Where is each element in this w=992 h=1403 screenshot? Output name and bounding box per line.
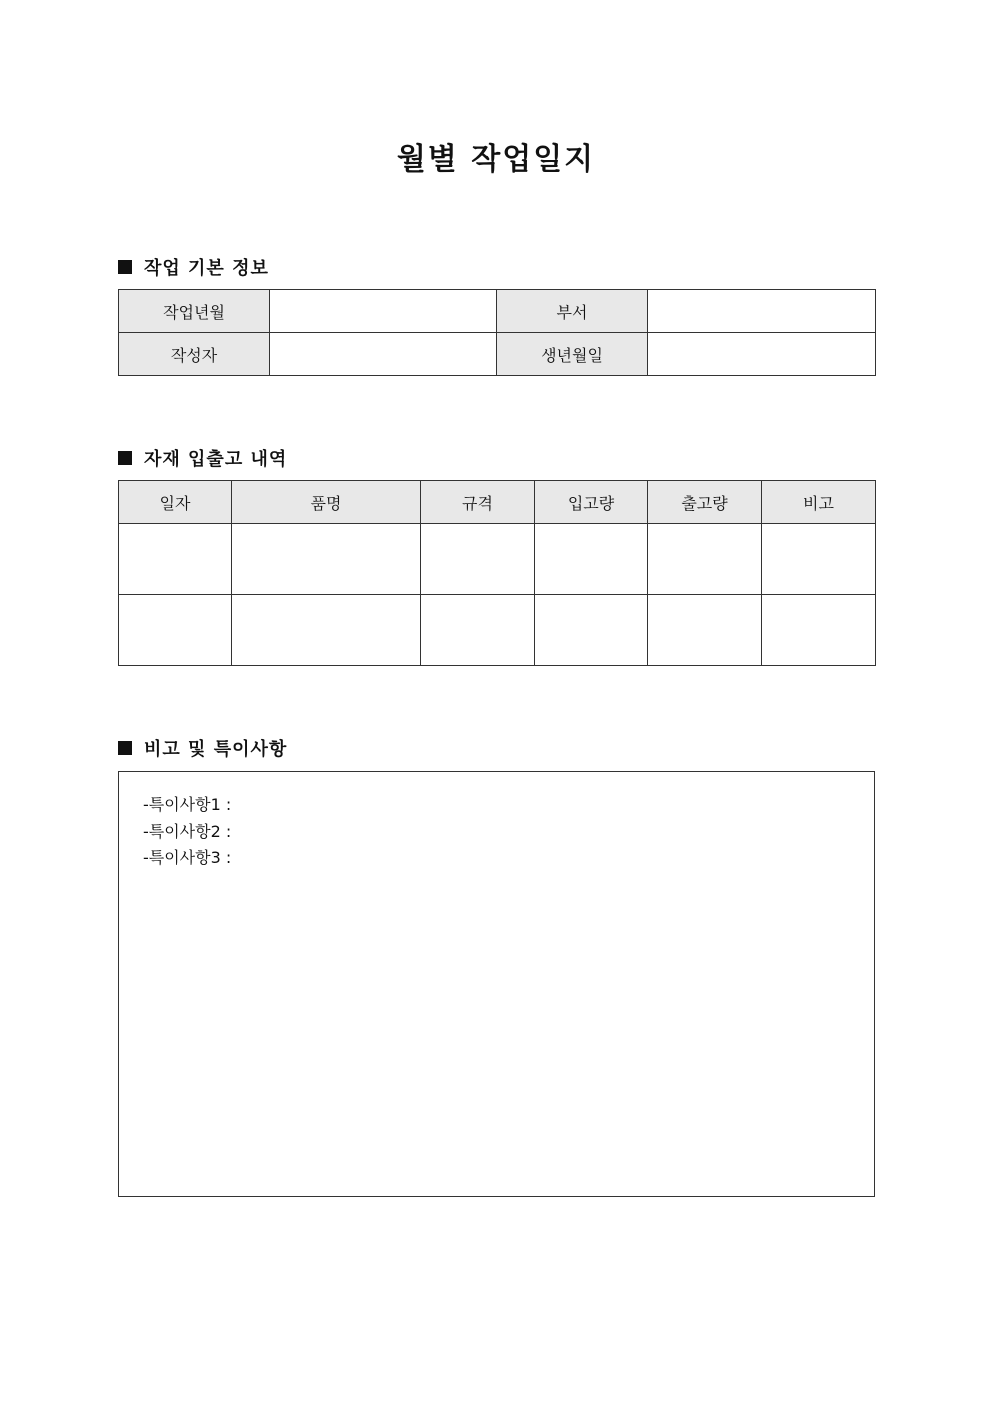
table-cell[interactable] [232, 524, 421, 595]
section-heading-label: 자재 입출고 내역 [144, 449, 288, 470]
section-heading-basic-info [118, 254, 269, 280]
square-bullet-icon [118, 260, 132, 274]
table-cell[interactable] [421, 595, 535, 666]
square-bullet-icon [118, 741, 132, 755]
label-department: 부서 [497, 290, 648, 333]
table-cell[interactable] [119, 524, 232, 595]
table-cell[interactable] [648, 595, 762, 666]
label-work-month: 작업년월 [119, 290, 270, 333]
table-row [119, 333, 876, 376]
table-cell[interactable] [119, 595, 232, 666]
section-heading-materials [118, 445, 287, 471]
table-cell[interactable] [232, 595, 421, 666]
col-header-item-name: 품명 [232, 481, 421, 524]
page-title: 월별 작업일지 [396, 142, 596, 177]
table-cell[interactable] [762, 524, 876, 595]
note-line-2: -특이사항2 : [143, 821, 232, 841]
work-month-field[interactable] [270, 290, 497, 333]
table-cell[interactable] [421, 524, 535, 595]
table-cell[interactable] [535, 595, 648, 666]
notes-box[interactable] [118, 771, 875, 1197]
author-field[interactable] [270, 333, 497, 376]
department-field[interactable] [648, 290, 876, 333]
label-author: 작성자 [119, 333, 270, 376]
table-cell[interactable] [648, 524, 762, 595]
note-line-3: -특이사항3 : [143, 848, 232, 867]
section-heading-label: 작업 기본 정보 [144, 258, 269, 279]
table-cell[interactable] [762, 595, 876, 666]
materials-table [118, 480, 876, 666]
square-bullet-icon [118, 451, 132, 465]
section-heading-label: 비고 및 특이사항 [144, 739, 288, 760]
section-heading-notes [118, 735, 287, 761]
label-birthdate: 생년월일 [497, 333, 648, 376]
col-header-outbound: 출고량 [648, 481, 762, 524]
col-header-spec: 규격 [421, 481, 535, 524]
basic-info-table [118, 289, 876, 376]
note-line-1: -특이사항1 : [143, 795, 232, 814]
notes-list [143, 792, 231, 872]
col-header-remarks: 비고 [762, 481, 876, 524]
table-row [119, 524, 876, 595]
table-row [119, 290, 876, 333]
birthdate-field[interactable] [648, 333, 876, 376]
table-row [119, 595, 876, 666]
col-header-inbound: 입고량 [535, 481, 648, 524]
table-cell[interactable] [535, 524, 648, 595]
col-header-date: 일자 [119, 481, 232, 524]
table-header-row [119, 481, 876, 524]
